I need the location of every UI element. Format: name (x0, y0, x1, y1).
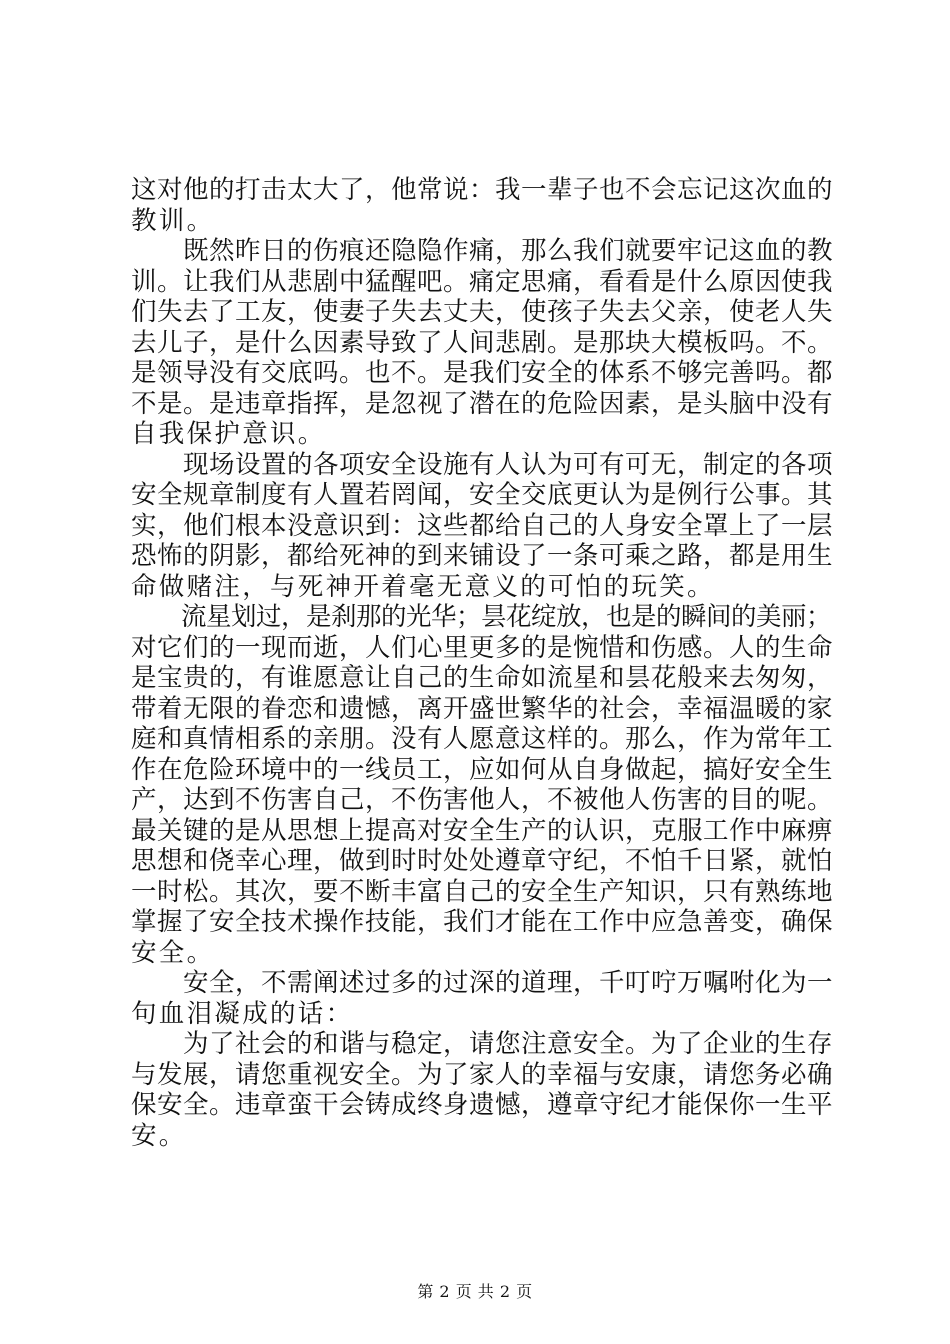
text-line: 教训。 (131, 205, 215, 236)
text-line: 流星划过，是刹那的光华；昙花绽放，也是的瞬间的美丽； (131, 602, 832, 632)
text-line: 安。 (131, 1120, 187, 1151)
text-line: 最关键的是从思想上提高对安全生产的认识，克服工作中麻痹 (131, 815, 834, 846)
text-line: 去儿子，是什么因素导致了人间悲剧。是那块大模板吗。不。 (131, 327, 834, 358)
text-line: 保安全。违章蛮干会铸成终身遗憾，遵章守纪才能保你一生平 (131, 1090, 834, 1120)
text-line: 掌握了安全技术操作技能，我们才能在工作中应急善变，确保 (131, 907, 834, 937)
text-line: 句血泪凝成的话： (131, 998, 354, 1029)
text-line: 安全，不需阐述过多的过深的道理，千叮咛万嘱咐化为一 (131, 968, 834, 998)
text-line: 自我保护意识。 (131, 419, 326, 449)
text-line: 恐怖的阴影，都给死神的到来铺设了一条可乘之路，都是用生 (131, 541, 834, 571)
text-line: 是宝贵的，有谁愿意让自己的生命如流星和昙花般来去匆匆， (131, 663, 834, 693)
text-line: 既然昨日的伤痕还隐隐作痛，那么我们就要牢记这血的教 (131, 236, 834, 266)
text-line: 们失去了工友，使妻子失去丈夫，使孩子失去父亲，使老人失 (131, 297, 834, 327)
text-line: 是领导没有交底吗。也不。是我们安全的体系不够完善吗。都 (131, 358, 834, 388)
text-line: 这对他的打击太大了，他常说：我一辈子也不会忘记这次血的 (131, 175, 834, 205)
text-line: 安全规章制度有人置若罔闻，安全交底更认为是例行公事。其 (131, 480, 834, 510)
text-line: 思想和侥幸心理，做到时时处处遵章守纪，不怕千日紧，就怕 (131, 846, 834, 876)
page-number-footer: 第 2 页 共 2 页 (417, 1282, 533, 1301)
text-line: 庭和真情相系的亲朋。没有人愿意这样的。那么，作为常年工 (131, 724, 834, 754)
text-line: 带着无限的眷恋和遗憾，离开盛世繁华的社会，幸福温暖的家 (131, 693, 834, 724)
text-line: 一时松。其次，要不断丰富自己的安全生产知识，只有熟练地 (131, 876, 834, 907)
text-line: 现场设置的各项安全设施有人认为可有可无，制定的各项 (131, 449, 834, 480)
text-line: 与发展，请您重视安全。为了家人的幸福与安康，请您务必确 (131, 1059, 834, 1090)
text-line: 为了社会的和谐与稳定，请您注意安全。为了企业的生存 (131, 1029, 834, 1059)
text-line: 安全。 (131, 937, 215, 968)
text-line: 不是。是违章指挥，是忽视了潜在的危险因素，是头脑中没有 (131, 388, 834, 419)
text-line: 产，达到不伤害自己，不伤害他人，不被他人伤害的目的呢。 (131, 785, 834, 815)
text-line: 训。让我们从悲剧中猛醒吧。痛定思痛，看看是什么原因使我 (131, 266, 834, 297)
text-line: 实，他们根本没意识到：这些都给自己的人身安全罩上了一层 (131, 510, 834, 541)
body-text (131, 175, 836, 1151)
text-line: 命做赌注，与死神开着毫无意义的可怕的玩笑。 (131, 571, 715, 602)
text-line: 作在危险环境中的一线员工，应如何从自身做起，搞好安全生 (131, 754, 834, 785)
text-line: 对它们的一现而逝，人们心里更多的是惋惜和伤感。人的生命 (131, 632, 834, 663)
